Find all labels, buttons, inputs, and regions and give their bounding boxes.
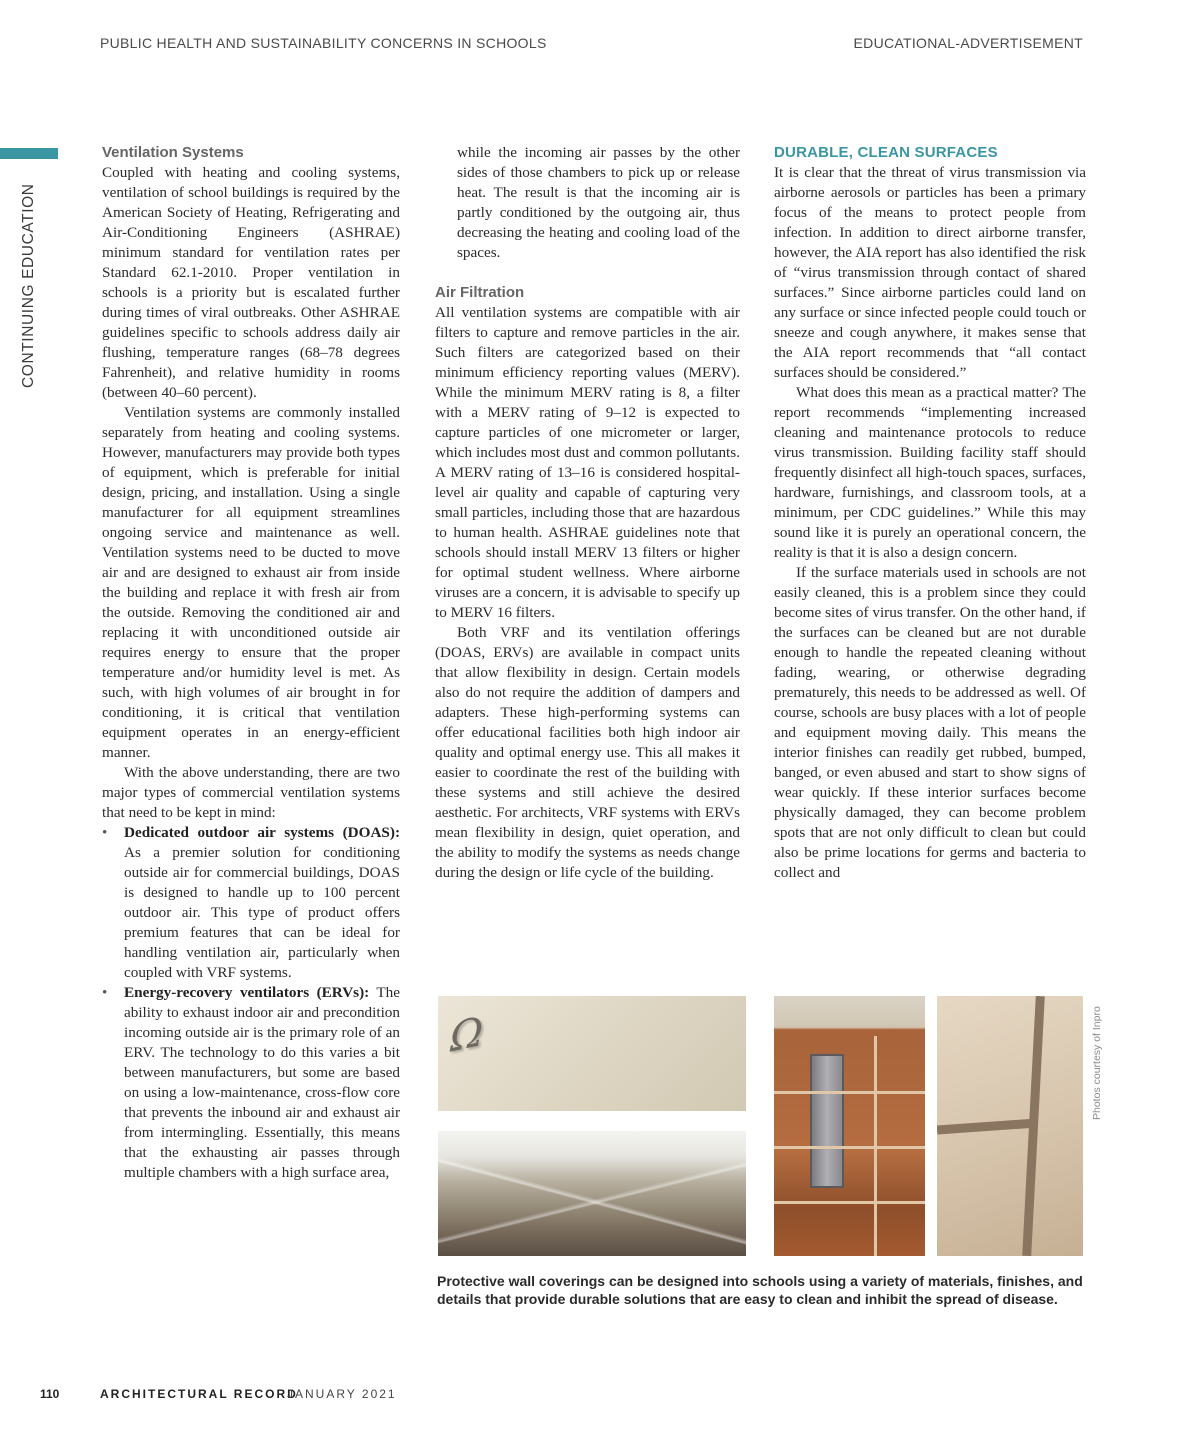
paragraph: Coupled with heating and cooling systems, ventilation of school buildings is required by the American Society of Heating, Refrigerating and Air-Conditioning Engineers (ASHRAE) minimum standard for ventilation rates per Standard 62.1-2010. Proper ventilation in schools is a priority but is escalated further during times of viral outbreaks. Other ASHRAE guidelines specific to schools address daily air flushing, temperature ranges (68–78 degrees Fahrenheit), and relative humidity in rooms (between 40–60 percent).	[102, 164, 400, 401]
running-header-section: EDUCATIONAL-ADVERTISEMENT	[853, 35, 1083, 51]
elevator-door	[810, 1054, 844, 1188]
bullet-term: Energy-recovery ventilators (ERVs):	[124, 984, 370, 1001]
bullet-item-doas	[102, 823, 400, 983]
publication-name: ARCHITECTURAL RECORD	[100, 1387, 298, 1401]
paragraph: All ventilation systems are compatible with air filters to capture and remove particles in the air. Such filters are categorized based on their minimum efficiency reporting values (MERV). While the minimum MERV rating is 8, a filter with a MERV rating of 9–12 is expected to capture particles of one micrometer or larger, which includes most dust and common pollutants. A MERV rating of 13–16 is considered hospital-level air quality and capable of capturing very small particles, including those that are hazardous to human health. ASHRAE guidelines note that schools should install MERV 13 filters or higher for optimal student wellness. Where airborne viruses are a concern, it is advisable to specify up to MERV 16 filters.	[435, 304, 740, 621]
paragraph: If the surface materials used in schools are not easily cleaned, this is a problem since they could become sites of virus transfer. On the other hand, if the surfaces can be cleaned but are not durable enough to handle the repeated cleaning without fading, wearing, or otherwise degrading prematurely, this needs to be addressed as well. Of course, schools are busy places with a lot of people and equipment moving daily. This means the interior finishes can readily get rubbed, bumped, banged, or even abused and start to show signs of wear quickly. If these interior surfaces become physically damaged, they can become problem spots that are not only difficult to clean but could also be prime locations for germs and bacteria to collect and	[774, 564, 1086, 881]
page-number: 110	[40, 1387, 60, 1401]
photo-wall-signage	[438, 996, 746, 1111]
column-2	[435, 143, 740, 883]
paragraph: Ventilation systems are commonly installed separately from heating and cooling systems. However, manufacturers may provide both types of equipment, which is preferable for initial design, pricing, and installation. Using a single manufacturer for all equipment streamlines ongoing service and maintenance as well. Ventilation systems need to be ducted to move air and are designed to exhaust air from inside the building and replace it with fresh air from the outside. Removing the conditioned air and replacing it with unconditioned outside air requires energy to ensure that the proper temperature and/or humidity level is met. As such, with high volumes of air brought in for conditioning, it is critical that ventilation equipment operates in an energy-efficient manner.	[102, 404, 400, 761]
photo-wall-panel-detail	[937, 996, 1083, 1256]
figure-caption: Protective wall coverings can be designed into schools using a variety of materials, finishes, and details that provide durable solutions that are easy to clean and inhibit the spread of disease.	[437, 1273, 1083, 1307]
heading-air-filtration: Air Filtration	[435, 284, 525, 301]
photo-credit	[1090, 996, 1104, 1120]
column-3	[774, 143, 1086, 883]
paragraph: Both VRF and its ventilation offerings (DOAS, ERVs) are available in compact units that allow flexibility in design. Certain models also do not require the addition of dampers and adapters. These high-performing systems can offer educational facilities both high indoor air quality and optimal energy use. This all makes it easier to coordinate the rest of the building with these systems and still achieve the desired aesthetic. For architects, VRF systems with ERVs mean flexibility in design, quiet operation, and the ability to modify the systems as needs change during the design or life cycle of the building.	[435, 624, 740, 881]
paragraph: It is clear that the threat of virus transmission via airborne aerosols or particles has been a primary focus of the means to protect people from infection. In addition to direct airborne transfer, however, the AIA report has also identified the risk of “virus transmission through contact of shared surfaces.” Since airborne particles could land on any surface or since infected people could touch or sneeze and cough anywhere, it makes sense that the AIA report recommends that “all contact surfaces should be considered.”	[774, 164, 1086, 381]
bullet-text: As a premier solution for conditioning outside air for commercial buildings, DOAS is designed to handle up to 100 percent outdoor air. This type of product offers premium features that can be ideal for handling ventilation air, particularly when coupled with VRF systems.	[124, 844, 400, 981]
photo-school-hallway	[438, 1131, 746, 1256]
photo-elevator-lobby	[774, 996, 925, 1256]
issue-date: JANUARY 2021	[287, 1387, 397, 1401]
paragraph: With the above understanding, there are two major types of commercial ventilation systems that need to be kept in mind:	[102, 764, 400, 821]
sidebar-accent-bar	[0, 148, 58, 159]
running-header-title: PUBLIC HEALTH AND SUSTAINABILITY CONCERNS IN SCHOOLS	[100, 35, 547, 51]
wall-logo-graphic: Ω	[450, 1009, 480, 1062]
bullet-list	[102, 823, 400, 1183]
bullet-item-erv	[102, 983, 400, 1183]
heading-durable-clean-surfaces: DURABLE, CLEAN SURFACES	[774, 144, 998, 161]
heading-ventilation-systems: Ventilation Systems	[102, 144, 244, 161]
bullet-text: The ability to exhaust indoor air and precondition incoming outside air is the primary role of an ERV. The technology to do this varies a bit between manufacturers, but some are based on using a low-maintenance, cross-flow core that prevents the inbound air and exhaust air from intermingling. Essentially, this means that the exhausting air passes through multiple chambers with a high surface area,	[124, 984, 400, 1181]
sidebar-label	[18, 172, 40, 388]
column-1	[102, 143, 400, 1183]
photo-credit-text: Photos courtesy of Inpro	[1091, 1006, 1103, 1120]
bullet-term: Dedicated outdoor air systems (DOAS):	[124, 824, 400, 841]
paragraph: What does this mean as a practical matter? The report recommends “implementing increased cleaning and maintenance protocols to reduce virus transmission. Building facility staff should frequently disinfect all high-touch spaces, surfaces, hardware, furnishings, and classroom tools, at a minimum, per CDC guidelines.” While this may sound like it is purely an operational concern, the reality is that it is also a design concern.	[774, 384, 1086, 561]
sidebar-label-text: CONTINUING EDUCATION	[20, 183, 37, 388]
continuation-paragraph: while the incoming air passes by the other sides of those chambers to pick up or release heat. The result is that the incoming air is partly conditioned by the outgoing air, thus decreasing the heating and cooling load of the spaces.	[457, 144, 740, 261]
